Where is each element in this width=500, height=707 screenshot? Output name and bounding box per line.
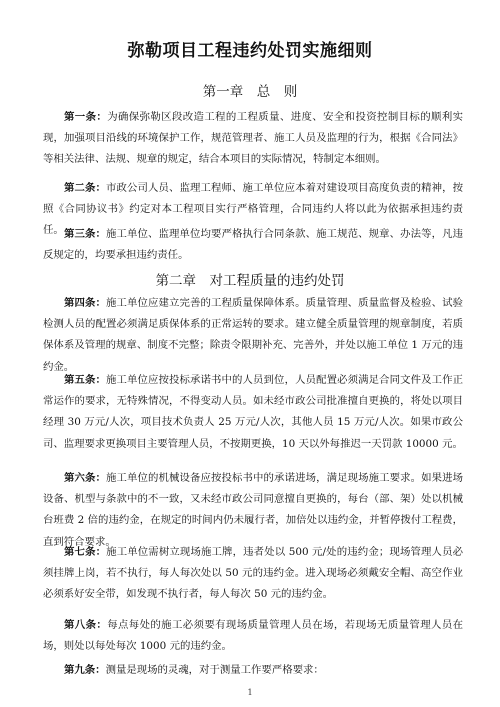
article-label: 第一条： [64, 111, 108, 123]
article-6 [43, 468, 463, 553]
chapter-heading-2: 第二章 对工程质量的违约处罚 [155, 273, 345, 289]
document-title: 弥勒项目工程违约处罚实施细则 [127, 41, 373, 61]
article-text: 施工单位应按投标承诺书中的人员到位，人员配置必须满足合同文件及工作正常运作的要求，无特殊情况，不得变动人员。如未经市政公司批准擅自更换的，将处以项目经理 30 万元/人次，项目技术负责人 25 万元/人次，其他人员 15 万元/人次。如果市政公司、监理要求更换项目主要管理人员，不按期更换，10 天以外每推迟一天罚款 10000 元。 [43, 374, 464, 450]
article-text: 施工单位、监理单位均要严格执行合同条款、施工规范、规章、办法等，凡违反规定的，均要承担违约责任。 [43, 228, 464, 262]
chapter-heading-1: 第一章 总 则 [202, 84, 298, 100]
article-5 [43, 370, 463, 455]
article-1 [43, 107, 463, 171]
article-8 [43, 615, 463, 657]
article-label: 第七条： [64, 546, 107, 558]
article-text: 每点每处的施工必须要有现场质量管理人员在场，若现场无质量管理人员在场，则处以每处每次 1000 元的违约金。 [43, 619, 464, 653]
page-number: 1 [247, 688, 253, 697]
article-3 [43, 224, 463, 266]
article-label: 第四条： [64, 297, 107, 309]
article-label: 第六条： [64, 472, 107, 484]
article-label: 第三条： [64, 228, 107, 240]
article-label: 第五条： [64, 374, 107, 386]
article-text: 为确保弥勒区段改造工程的工程质量、进度、安全和投资控制目标的顺利实现，加强项目沿线的环境保护工作，规范管理者、施工人员及监理的行为，根据《合同法》等相关法律、法规、规章的规定，结合本项目的实际情况，特制定本细则。 [43, 111, 464, 166]
article-text: 施工单位需树立现场施工牌，违者处以 500 元/处的违约金；现场管理人员必须挂牌上岗，若不执行，每人每次处以 50 元的违约金。进入现场必须戴安全帽、高空作业必须系好安全带，如发现不执行者，每人每次 50 元的违约金。 [43, 546, 464, 601]
article-text: 施工单位应建立完善的工程质量保障体系。质量管理、质量监督及检验、试验检测人员的配置必须满足质保体系的正常运转的要求。建立健全质量管理的规章制度，若质保体系及管理的规章、制度不完整；除责令限期补充、完善外，并处以施工单位 1 万元的违约金。 [43, 297, 464, 373]
article-label: 第二条： [64, 182, 107, 194]
article-9 [43, 660, 463, 681]
article-4 [43, 293, 463, 378]
article-7 [43, 542, 463, 606]
article-label: 第八条： [64, 619, 108, 631]
article-label: 第九条： [64, 664, 106, 676]
article-text: 测量是现场的灵魂，对于测量工作要严格要求： [105, 664, 324, 676]
article-text: 施工单位的机械设备应按投标书中的承诺进场，满足现场施工要求。如果进场设备、机型与条款中的不一致，又未经市政公司同意擅自更换的，每台（部、架）处以机械台班费 2 倍的违约金，在规定的时间内仍未履行者，加倍处以违约金，并暂停拨付工程费，直到符合要求。 [43, 472, 464, 548]
article-text: 市政公司人员、监理工程师、施工单位应本着对建设项目高度负责的精神，按照《合同协议书》约定对本工程项目实行严格管理，合同违约人将以此为依据承担违约责任。 [43, 182, 464, 237]
